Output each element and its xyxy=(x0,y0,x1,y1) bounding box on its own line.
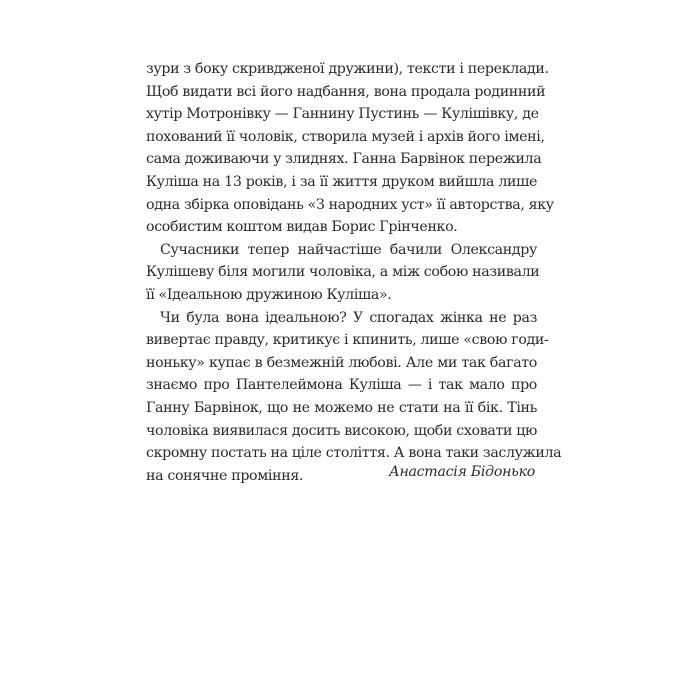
text-line: знаємо про Пантелеймона Куліша — і так мало про xyxy=(146,377,537,394)
text-line: скромну постать на ціле століття. А вона таки заслужила xyxy=(146,445,562,462)
text-line: сама доживаючи у злиднях. Ганна Барвінок пережила xyxy=(146,151,542,168)
text-line: Чи була вона ідеальною? У спогадах жінка не раз xyxy=(160,309,537,326)
text-line: Щоб видати всі його надбання, вона продала родинний xyxy=(146,83,546,100)
text-line: Ганну Барвінок, що не можемо не стати на її бік. Тінь xyxy=(146,399,537,416)
text-line: похований її чоловік, створила музей і архів його імені, xyxy=(146,128,545,145)
paragraph-2 xyxy=(146,239,540,307)
paragraph-3 xyxy=(146,307,562,488)
paragraph-1 xyxy=(146,58,554,239)
text-line: вивертає правду, критикує і кпинить, лише «свою годи- xyxy=(146,332,549,349)
text-line: ноньку» купає в безмежній любові. Але ми так багато xyxy=(146,354,537,371)
text-line: на сонячне проміння. xyxy=(146,467,304,484)
text-line: чоловіка виявилася досить високою, щоби сховати цю xyxy=(146,422,537,439)
text-line: її «Ідеальною дружиною Куліша». xyxy=(146,286,392,303)
text-line: хутір Мотронівку — Ганнину Пустинь — Кулішівку, де xyxy=(146,106,539,123)
text-line: одна збірка оповідань «З народних уст» її авторства, яку xyxy=(146,196,554,213)
text-line: Кулішеву біля могили чоловіка, а між собою називали xyxy=(146,264,540,281)
text-line: зури з боку скривдженої дружини), тексти і переклади. xyxy=(146,61,549,77)
text-line: Куліша на 13 років, і за її життя друком вийшла лише xyxy=(146,173,537,190)
text-line: особистим коштом видав Борис Грінченко. xyxy=(146,219,458,236)
author-signature: Анастасія Бідонько xyxy=(389,464,535,480)
body-text xyxy=(146,58,562,487)
text-line: Сучасники тепер найчастіше бачили Олександру xyxy=(160,241,537,258)
